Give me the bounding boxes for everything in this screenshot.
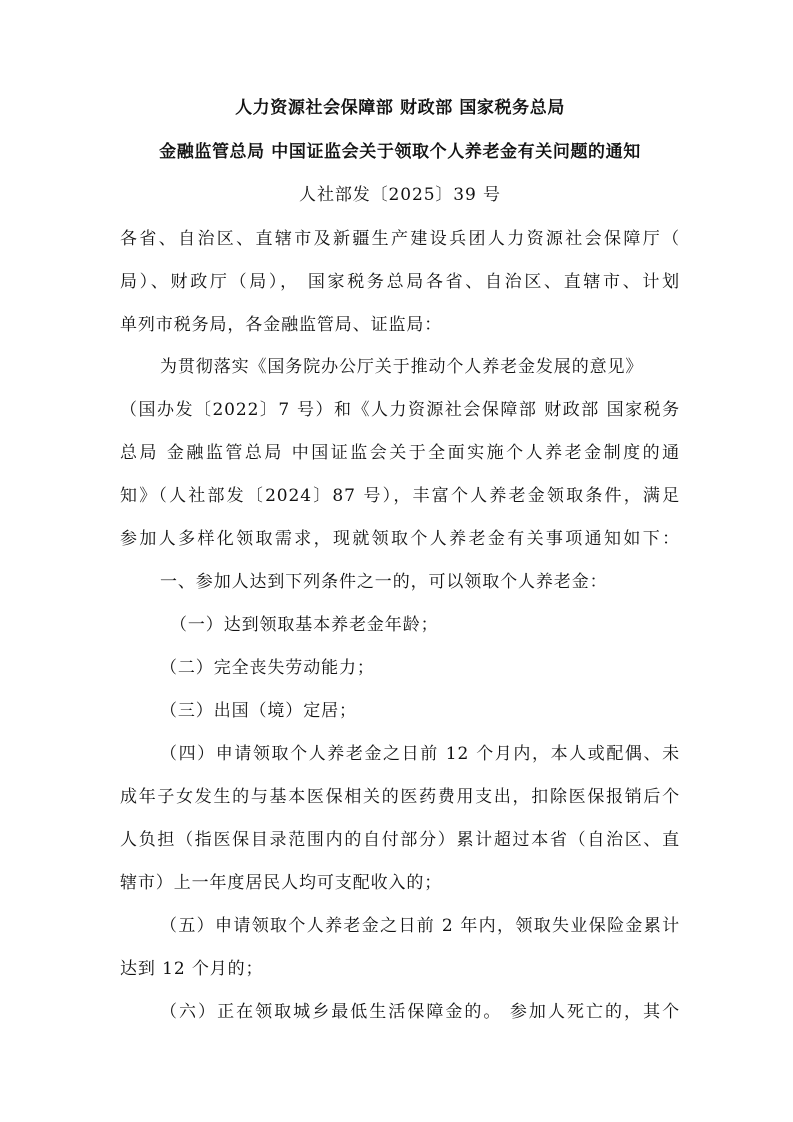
list-item-1: （一）达到领取基本养老金年龄；	[170, 615, 439, 635]
list-item-4-line-3: 人负担（指医保目录范围内的自付部分）累计超过本省（自治区、直	[120, 830, 680, 850]
addressee-line-1: 各省、自治区、直辖市及新疆生产建设兵团人力资源社会保障厅（	[120, 229, 680, 249]
title-line-1: 人力资源社会保障部 财政部 国家税务总局	[235, 98, 565, 118]
list-item-4-line-2: 成年子女发生的与基本医保相关的医药费用支出，扣除医保报销后个	[120, 787, 680, 807]
list-item-4-line-1: （四）申请领取个人养老金之日前 12 个月内，本人或配偶、未	[160, 744, 680, 764]
section-1-heading: 一、参加人达到下列条件之一的，可以领取个人养老金：	[160, 572, 608, 592]
title-line-2: 金融监管总局 中国证监会关于领取个人养老金有关问题的通知	[159, 142, 641, 162]
list-item-2: （二）完全丧失劳动能力；	[160, 658, 375, 678]
document-number: 人社部发〔2025〕39 号	[299, 185, 501, 205]
list-item-6: （六）正在领取城乡最低生活保障金的。 参加人死亡的，其个	[160, 1002, 680, 1022]
intro-line-4: 知》（人社部发〔2024〕87 号），丰富个人养老金领取条件，满足	[120, 486, 680, 506]
list-item-4-line-4: 辖市）上一年度居民人均可支配收入的；	[120, 873, 443, 893]
list-item-3: （三）出国（境）定居；	[160, 701, 357, 721]
intro-line-5: 参加人多样化领取需求，现就领取个人养老金有关事项通知如下：	[120, 529, 680, 549]
addressee-line-3: 单列市税务局，各金融监管局、证监局：	[120, 315, 443, 335]
intro-line-1: 为贯彻落实《国务院办公厅关于推动个人养老金发展的意见》	[160, 357, 644, 377]
addressee-line-2: 局）、财政厅（局）， 国家税务总局各省、自治区、直辖市、计划	[120, 272, 680, 292]
list-item-5-line-1: （五）申请领取个人养老金之日前 2 年内，领取失业保险金累计	[160, 916, 680, 936]
list-item-5-line-2: 达到 12 个月的；	[120, 959, 264, 979]
intro-line-3: 总局 金融监管总局 中国证监会关于全面实施个人养老金制度的通	[120, 443, 680, 463]
intro-line-2: （国办发〔2022〕7 号）和《人力资源社会保障部 财政部 国家税务	[120, 400, 680, 420]
